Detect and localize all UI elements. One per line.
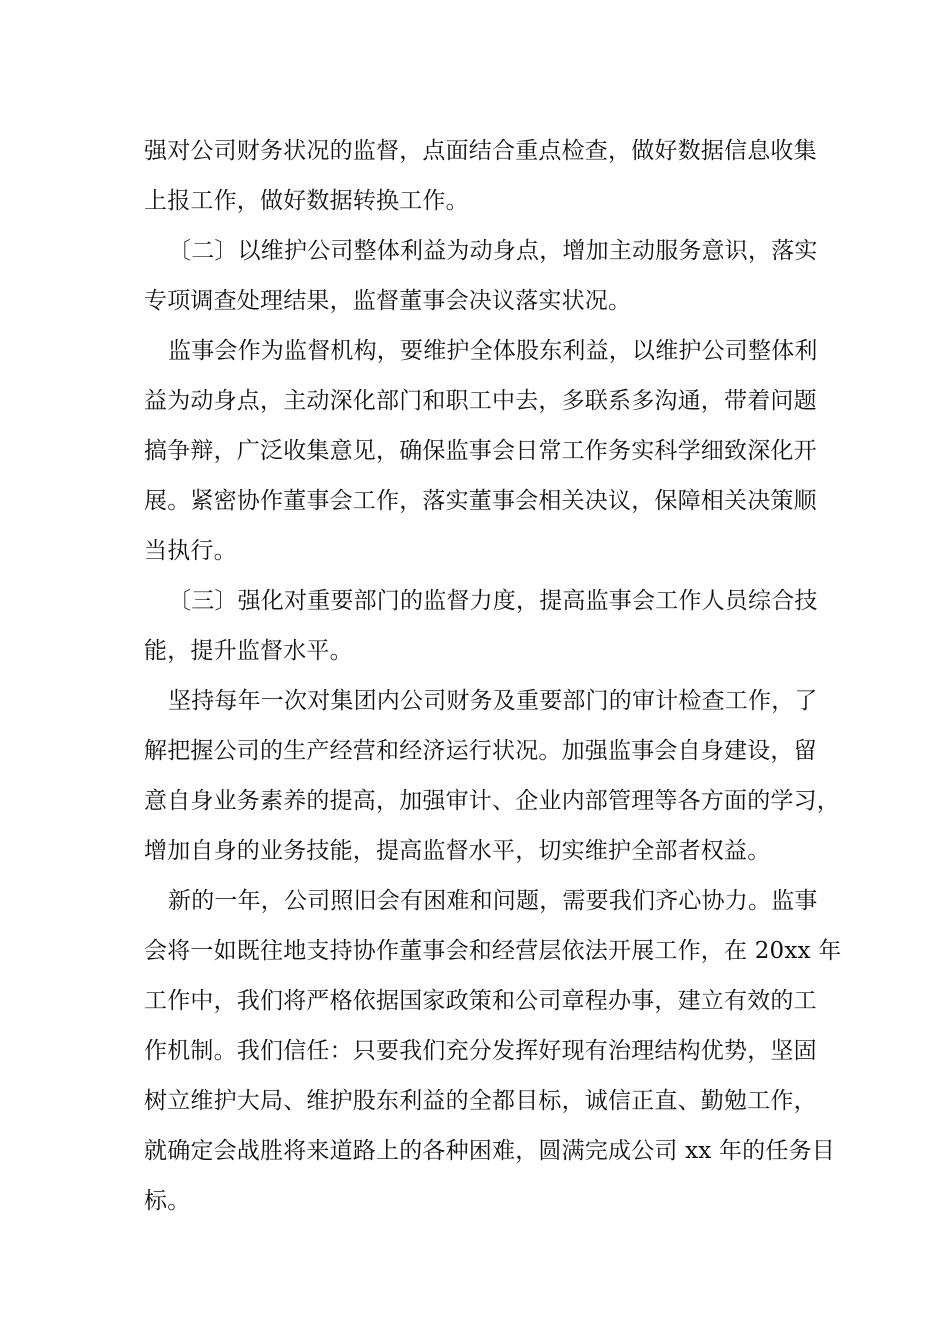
paragraph-start: 坚持每年一次对集团内公司财务及重要部门的审计检查工作，了: [168, 688, 818, 714]
text-line: 树立维护大局、维护股东利益的全都目标，诚信正直、勤勉工作，: [144, 1088, 817, 1114]
text-line: 益为动身点，主动深化部门和职工中去，多联系多沟通，带着问题: [144, 388, 817, 414]
paragraph-start: 监事会作为监督机构，要维护全体股东利益，以维护公司整体利: [168, 338, 818, 364]
text-line: 当执行。: [144, 538, 237, 564]
paragraph-start: 新的一年，公司照旧会有困难和问题，需要我们齐心协力。监事: [168, 888, 818, 914]
text-line: 标。: [144, 1188, 191, 1214]
text-line: 工作中，我们将严格依据国家政策和公司章程办事，建立有效的工: [144, 988, 817, 1014]
text-line: 展。紧密协作董事会工作，落实董事会相关决议，保障相关决策顺: [144, 488, 817, 514]
text-line: 上报工作，做好数据转换工作。: [144, 188, 469, 214]
text-line: 能，提升监督水平。: [144, 638, 353, 664]
text-line: 会将一如既往地支持协作董事会和经营层依法开展工作，在 20xx 年: [144, 938, 842, 964]
paragraph-heading-3: 〔三〕强化对重要部门的监督力度，提高监事会工作人员综合技: [168, 588, 818, 614]
text-line: 就确定会战胜将来道路上的各种困难，圆满完成公司 xx 年的任务目: [144, 1138, 835, 1164]
text-line: 专项调查处理结果，监督董事会决议落实状况。: [144, 288, 632, 314]
text-line: 强对公司财务状况的监督，点面结合重点检查，做好数据信息收集: [144, 138, 817, 164]
text-line: 增加自身的业务技能，提高监督水平，切实维护全部者权益。: [144, 838, 771, 864]
paragraph-heading-2: 〔二〕以维护公司整体利益为动身点，增加主动服务意识，落实: [168, 238, 818, 264]
text-line: 意自身业务素养的提高，加强审计、企业内部管理等各方面的学习，: [144, 788, 840, 814]
text-line: 解把握公司的生产经营和经济运行状况。加强监事会自身建设，留: [144, 738, 817, 764]
text-line: 作机制。我们信任：只要我们充分发挥好现有治理结构优势，坚固: [144, 1038, 817, 1064]
text-line: 搞争辩，广泛收集意见，确保监事会日常工作务实科学细致深化开: [144, 438, 817, 464]
